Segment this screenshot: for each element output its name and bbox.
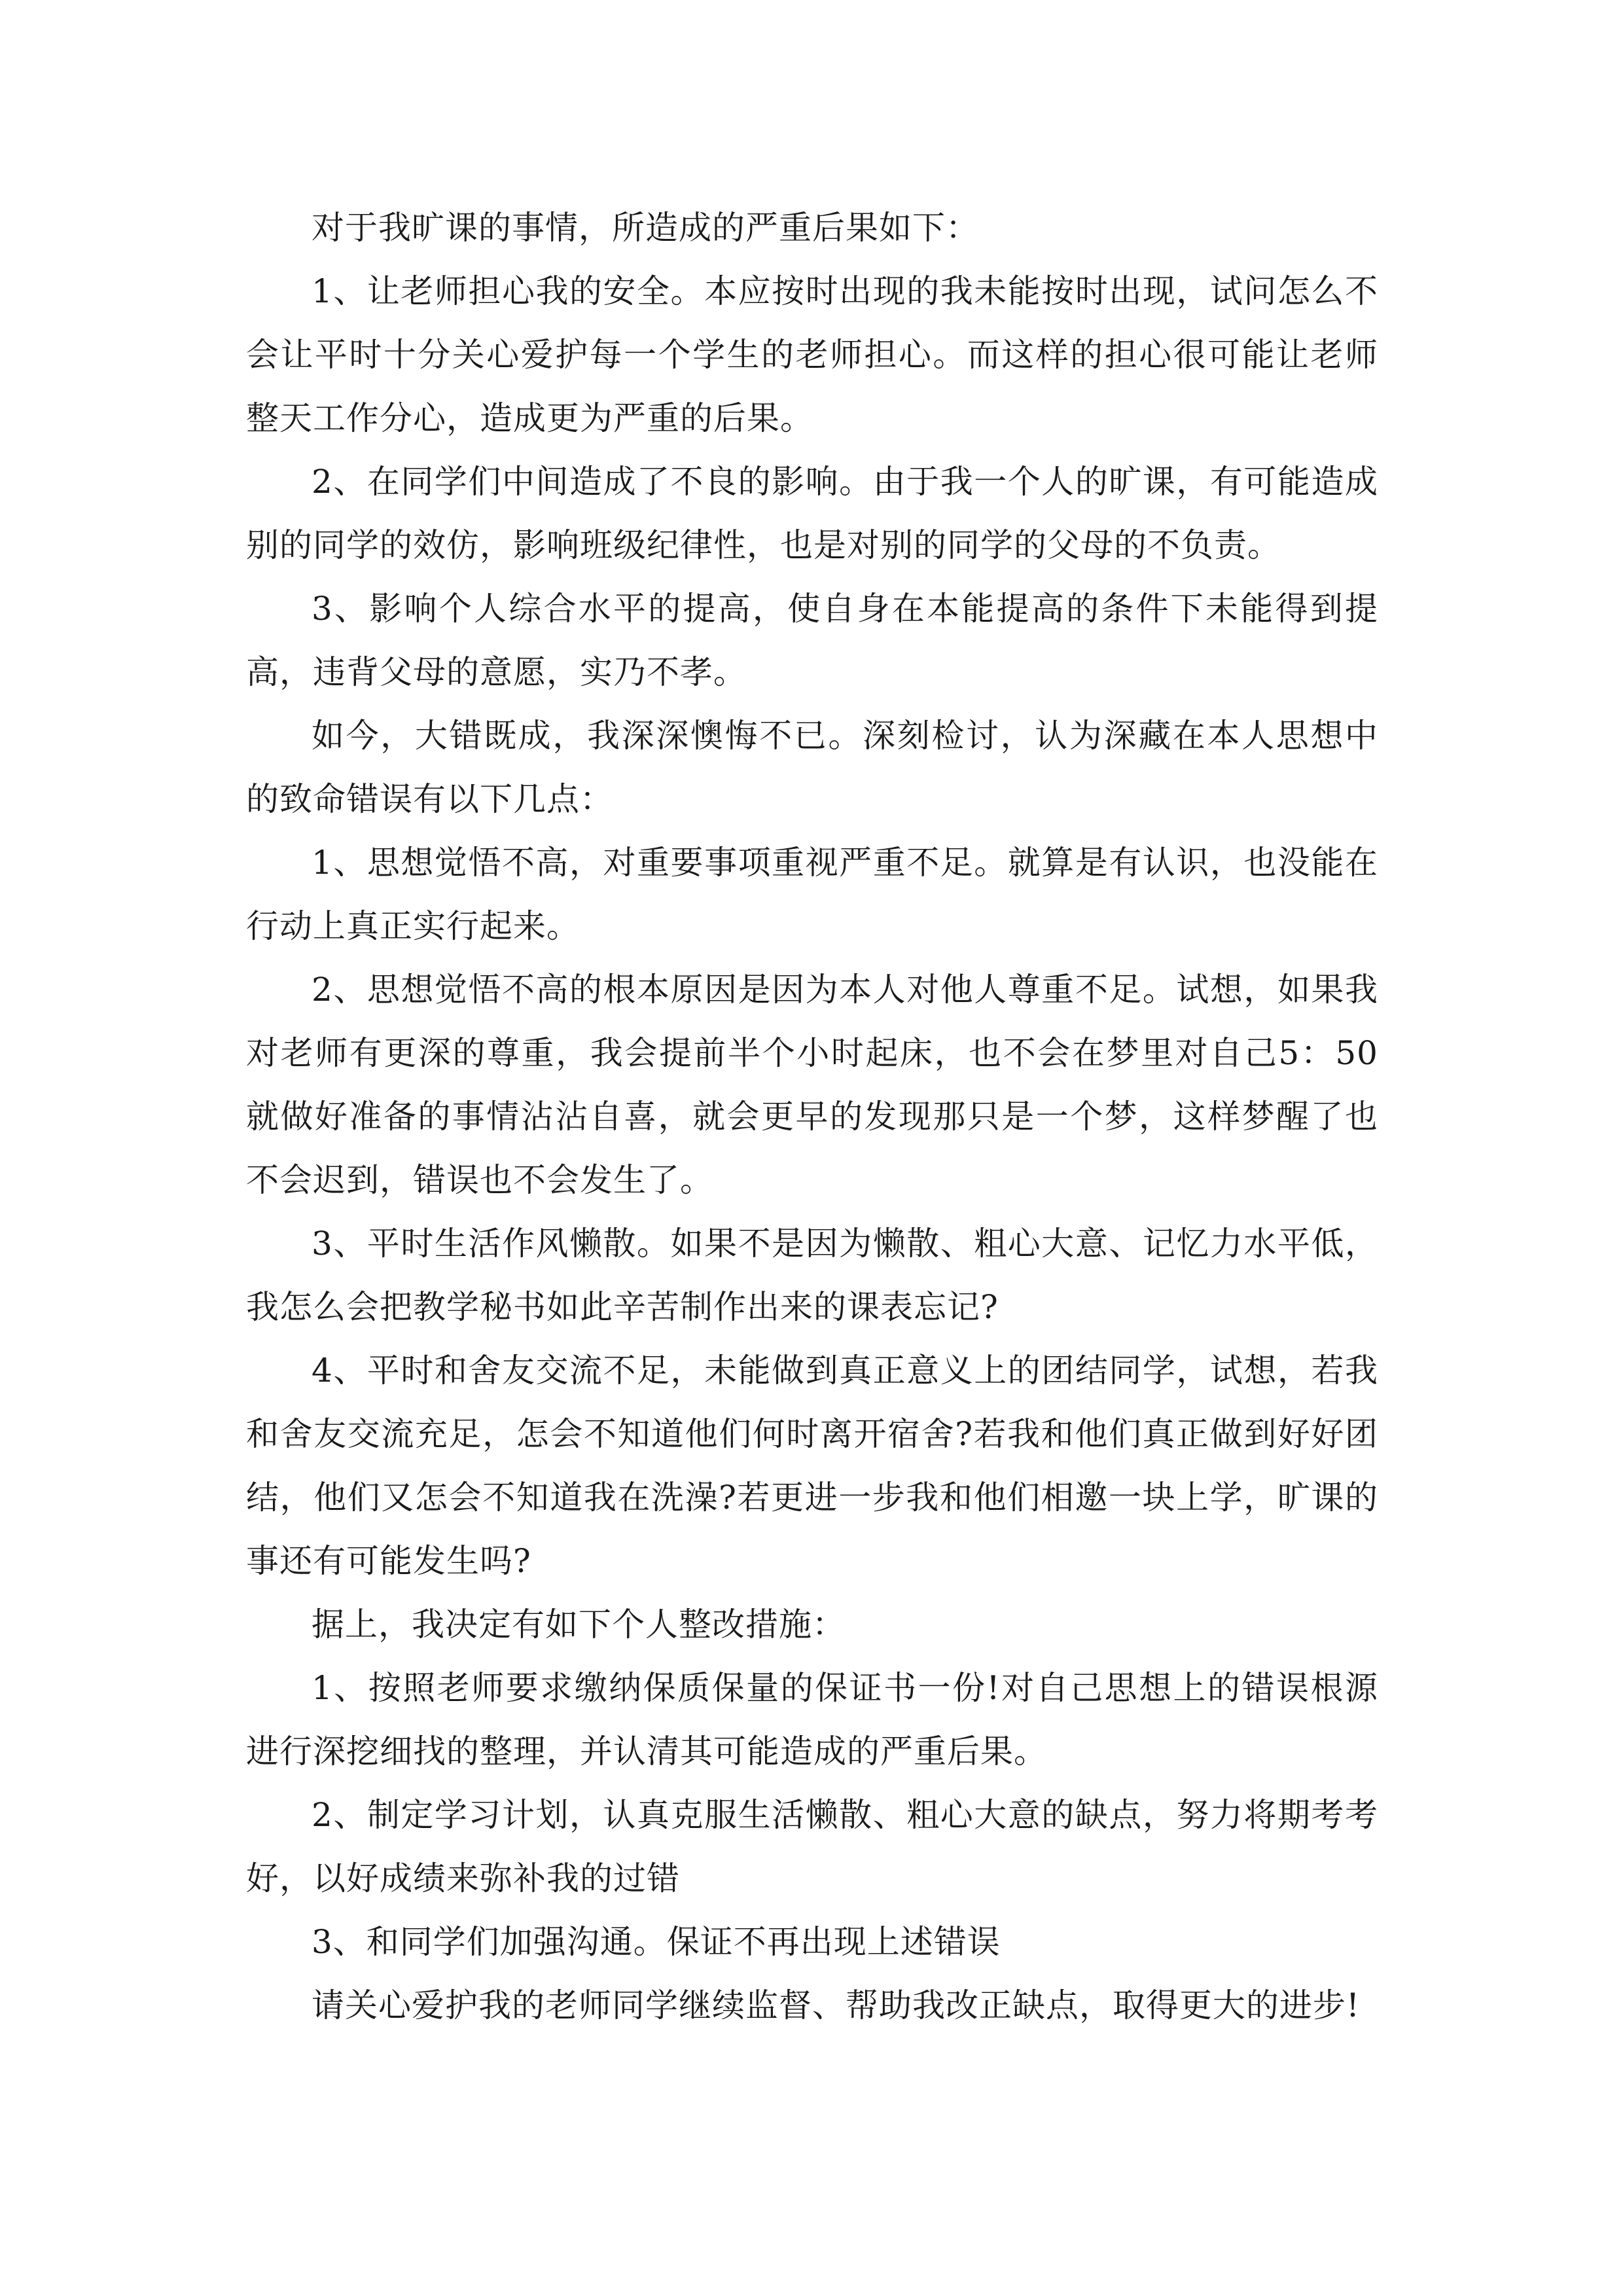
paragraph-measure-1: 1、按照老师要求缴纳保质保量的保证书一份!对自己思想上的错误根源进行深挖细找的整理，并认清其可能造成的严重后果。 [246, 1669, 1378, 1770]
paragraph-consequence-3: 3、影响个人综合水平的提高，使自身在本能提高的条件下未能得到提高，违背父母的意愿，实乃不孝。 [246, 590, 1378, 691]
paragraph-measure-2: 2、制定学习计划，认真克服生活懒散、粗心大意的缺点，努力将期考考好，以好成绩来弥补我的过错 [246, 1796, 1378, 1897]
paragraph-measure-3: 3、和同学们加强沟通。保证不再出现上述错误 [312, 1923, 1001, 1961]
paragraph-consequence-2: 2、在同学们中间造成了不良的影响。由于我一个人的旷课，有可能造成别的同学的效仿，影响班级纪律性，也是对别的同学的父母的不负责。 [246, 463, 1378, 564]
paragraph-mistake-4: 4、平时和舍友交流不足，未能做到真正意义上的团结同学，试想，若我和舍友交流充足，怎会不知道他们何时离开宿舍?若我和他们真正做到好好团结，他们又怎会不知道我在洗澡?若更进一步我和他们相邀一块上学，旷课的事还有可能发生吗? [246, 1352, 1378, 1580]
paragraph-reflection: 如今，大错既成，我深深懊悔不已。深刻检讨，认为深藏在本人思想中的致命错误有以下几点： [246, 717, 1378, 818]
paragraph-mistake-2: 2、思想觉悟不高的根本原因是因为本人对他人尊重不足。试想，如果我对老师有更深的尊重，我会提前半个小时起床，也不会在梦里对自己5：50就做好准备的事情沾沾自喜，就会更早的发现那只是一个梦，这样梦醒了也不会迟到，错误也不会发生了。 [246, 971, 1378, 1199]
paragraph-intro: 对于我旷课的事情，所造成的严重后果如下： [312, 209, 979, 247]
paragraph-closing: 请关心爱护我的老师同学继续监督、帮助我改正缺点，取得更大的进步! [312, 1986, 1361, 2024]
paragraph-mistake-3: 3、平时生活作风懒散。如果不是因为懒散、粗心大意、记忆力水平低，我怎么会把教学秘书如此辛苦制作出来的课表忘记? [246, 1225, 1378, 1326]
paragraph-consequence-1: 1、让老师担心我的安全。本应按时出现的我未能按时出现，试问怎么不会让平时十分关心爱护每一个学生的老师担心。而这样的担心很可能让老师整天工作分心，造成更为严重的后果。 [246, 272, 1378, 437]
paragraph-measures-intro: 据上，我决定有如下个人整改措施： [312, 1605, 846, 1643]
paragraph-mistake-1: 1、思想觉悟不高，对重要事项重视严重不足。就算是有认识，也没能在行动上真正实行起来。 [246, 844, 1378, 945]
document-body [246, 196, 1378, 2037]
